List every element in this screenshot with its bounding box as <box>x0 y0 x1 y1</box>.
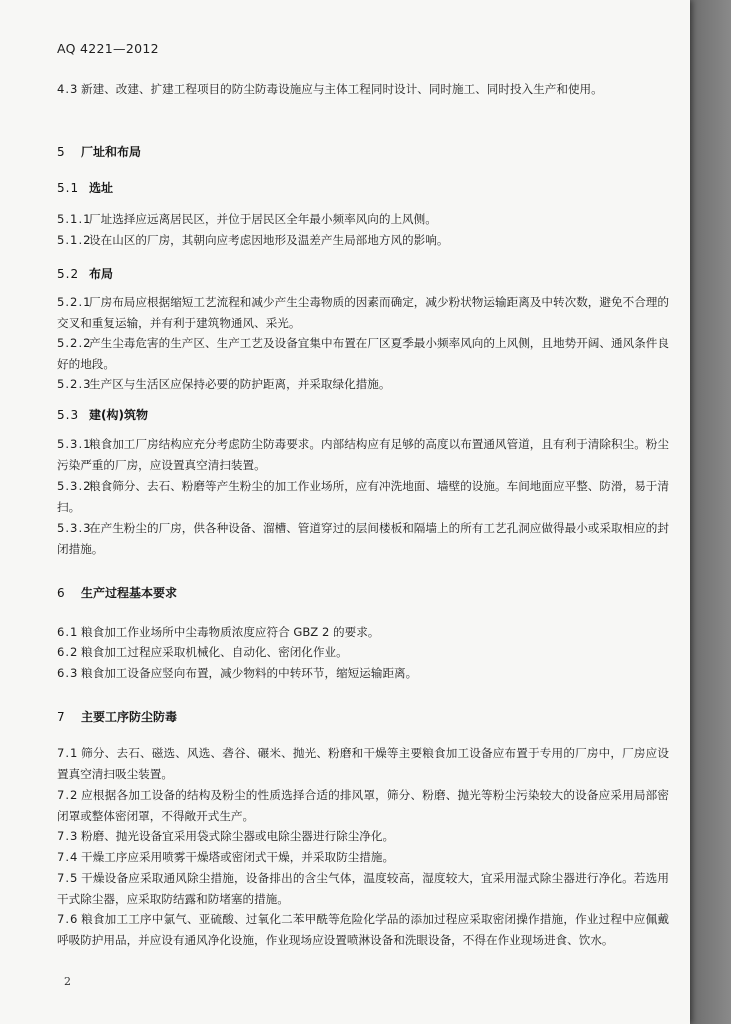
clause-number: 5.2.2 <box>57 336 92 350</box>
clause-number: 7.1 <box>57 746 79 760</box>
clause-text: 干燥工序应采用喷雾干燥塔或密闭式干燥，并采取防尘措施。 <box>81 850 395 864</box>
clause-number: 5.3.2 <box>57 479 92 493</box>
section-number: 5.1 <box>57 181 80 195</box>
clause-number: 6.3 <box>57 666 79 680</box>
clause-number: 4.3 <box>57 82 79 96</box>
clause-text: 粮食加工工序中氯气、亚硫酸、过氧化二苯甲酰等危险化学品的添加过程应采取密闭操作措施，作业过程中应佩戴呼吸防护用品，并应设有通风净化设施，作业现场应设置喷淋设备和洗眼设备，不得在作业现场进食、饮水。 <box>57 912 669 947</box>
clause-7-6 <box>57 909 669 951</box>
clause-6-3 <box>57 663 669 684</box>
section-heading-5-1 <box>57 179 669 197</box>
clause-number: 6.1 <box>57 625 79 639</box>
clause-5-1-1 <box>57 209 669 230</box>
section-number: 6 <box>57 586 66 600</box>
clause-5-3-1 <box>57 434 669 476</box>
section-title: 主要工序防尘防毒 <box>81 710 178 724</box>
clause-text: 新建、改建、扩建工程项目的防尘防毒设施应与主体工程同时设计、同时施工、同时投入生产和使用。 <box>81 82 603 96</box>
section-number: 5.2 <box>57 267 80 281</box>
standard-code: AQ 4221—2012 <box>57 41 159 56</box>
clause-7-1 <box>57 743 669 785</box>
clause-text: 粮食加工过程应采取机械化、自动化、密闭化作业。 <box>81 645 348 659</box>
clause-number: 7.3 <box>57 829 79 843</box>
clause-text: 应根据各加工设备的结构及粉尘的性质选择合适的排风罩，筛分、粉磨、抛光等粉尘污染较大的设备应采用局部密闭罩或整体密闭罩，不得敞开式生产。 <box>57 788 669 823</box>
clause-7-2 <box>57 785 669 827</box>
clause-number: 7.6 <box>57 912 79 926</box>
section-heading-7 <box>57 708 669 726</box>
section-title: 建(构)筑物 <box>89 408 148 422</box>
section-title: 布局 <box>89 267 114 281</box>
clause-text: 生产区与生活区应保持必要的防护距离，并采取绿化措施。 <box>89 377 391 391</box>
clause-number: 7.2 <box>57 788 79 802</box>
clause-5-2-1 <box>57 292 669 334</box>
clause-text: 设在山区的厂房，其朝向应考虑因地形及温差产生局部地方风的影响。 <box>89 233 449 247</box>
clause-text: 粮食筛分、去石、粉磨等产生粉尘的加工作业场所，应有冲洗地面、墙壁的设施。车间地面应平整、防滑，易于清扫。 <box>57 479 669 514</box>
section-number: 7 <box>57 710 66 724</box>
clause-text: 粮食加工作业场所中尘毒物质浓度应符合 GBZ 2 的要求。 <box>81 625 380 639</box>
section-number: 5.3 <box>57 408 80 422</box>
clause-text: 在产生粉尘的厂房，供各种设备、溜槽、管道穿过的层间楼板和隔墙上的所有工艺孔洞应做得最小或采取相应的封闭措施。 <box>57 521 669 556</box>
clause-7-4 <box>57 847 669 868</box>
clause-5-2-2 <box>57 333 669 375</box>
section-heading-6 <box>57 584 669 602</box>
clause-text: 粉磨、抛光设备宜采用袋式除尘器或电除尘器进行除尘净化。 <box>81 829 395 843</box>
page-number: 2 <box>64 975 71 988</box>
clause-number: 5.1.2 <box>57 233 92 247</box>
clause-number: 5.3.1 <box>57 437 92 451</box>
clause-7-3 <box>57 826 669 847</box>
clause-text: 干燥设备应采取通风除尘措施，设备排出的含尘气体，温度较高，湿度较大，宜采用湿式除尘器进行净化。若选用干式除尘器，应采取防结露和防堵塞的措施。 <box>57 871 669 906</box>
clause-6-1 <box>57 622 669 643</box>
clause-text: 粮食加工设备应竖向布置，减少物料的中转环节，缩短运输距离。 <box>81 666 418 680</box>
clause-5-3-2 <box>57 476 669 518</box>
section-heading-5 <box>57 143 669 161</box>
clause-6-2 <box>57 642 669 663</box>
section-heading-5-2 <box>57 265 669 283</box>
clause-text: 厂房布局应根据缩短工艺流程和减少产生尘毒物质的因素而确定，减少粉状物运输距离及中转次数，避免不合理的交叉和重复运输，并有利于建筑物通风、采光。 <box>57 295 669 330</box>
clause-number: 5.3.3 <box>57 521 92 535</box>
clause-text: 产生尘毒危害的生产区、生产工艺及设备宜集中布置在厂区夏季最小频率风向的上风侧，且地势开阔、通风条件良好的地段。 <box>57 336 669 371</box>
clause-5-1-2 <box>57 230 669 251</box>
clause-number: 7.5 <box>57 871 79 885</box>
clause-7-5 <box>57 868 669 910</box>
section-title: 厂址和布局 <box>81 145 142 159</box>
clause-text: 筛分、去石、磁选、风选、砻谷、碾米、抛光、粉磨和干燥等主要粮食加工设备应布置于专用的厂房中，厂房应设置真空清扫吸尘装置。 <box>57 746 669 781</box>
section-title: 生产过程基本要求 <box>81 586 178 600</box>
clause-5-2-3 <box>57 374 669 395</box>
clause-number: 6.2 <box>57 645 79 659</box>
clause-text: 粮食加工厂房结构应充分考虑防尘防毒要求。内部结构应有足够的高度以布置通风管道，且有利于清除积尘。粉尘污染严重的厂房，应设置真空清扫装置。 <box>57 437 669 472</box>
clause-number: 5.1.1 <box>57 212 92 226</box>
clause-number: 5.2.1 <box>57 295 92 309</box>
section-number: 5 <box>57 145 66 159</box>
clause-text: 厂址选择应远离居民区，并位于居民区全年最小频率风向的上风侧。 <box>89 212 437 226</box>
section-title: 选址 <box>89 181 114 195</box>
section-heading-5-3 <box>57 406 669 424</box>
clause-5-3-3 <box>57 518 669 560</box>
clause-number: 7.4 <box>57 850 79 864</box>
clause-4-3 <box>57 79 669 100</box>
clause-number: 5.2.3 <box>57 377 92 391</box>
